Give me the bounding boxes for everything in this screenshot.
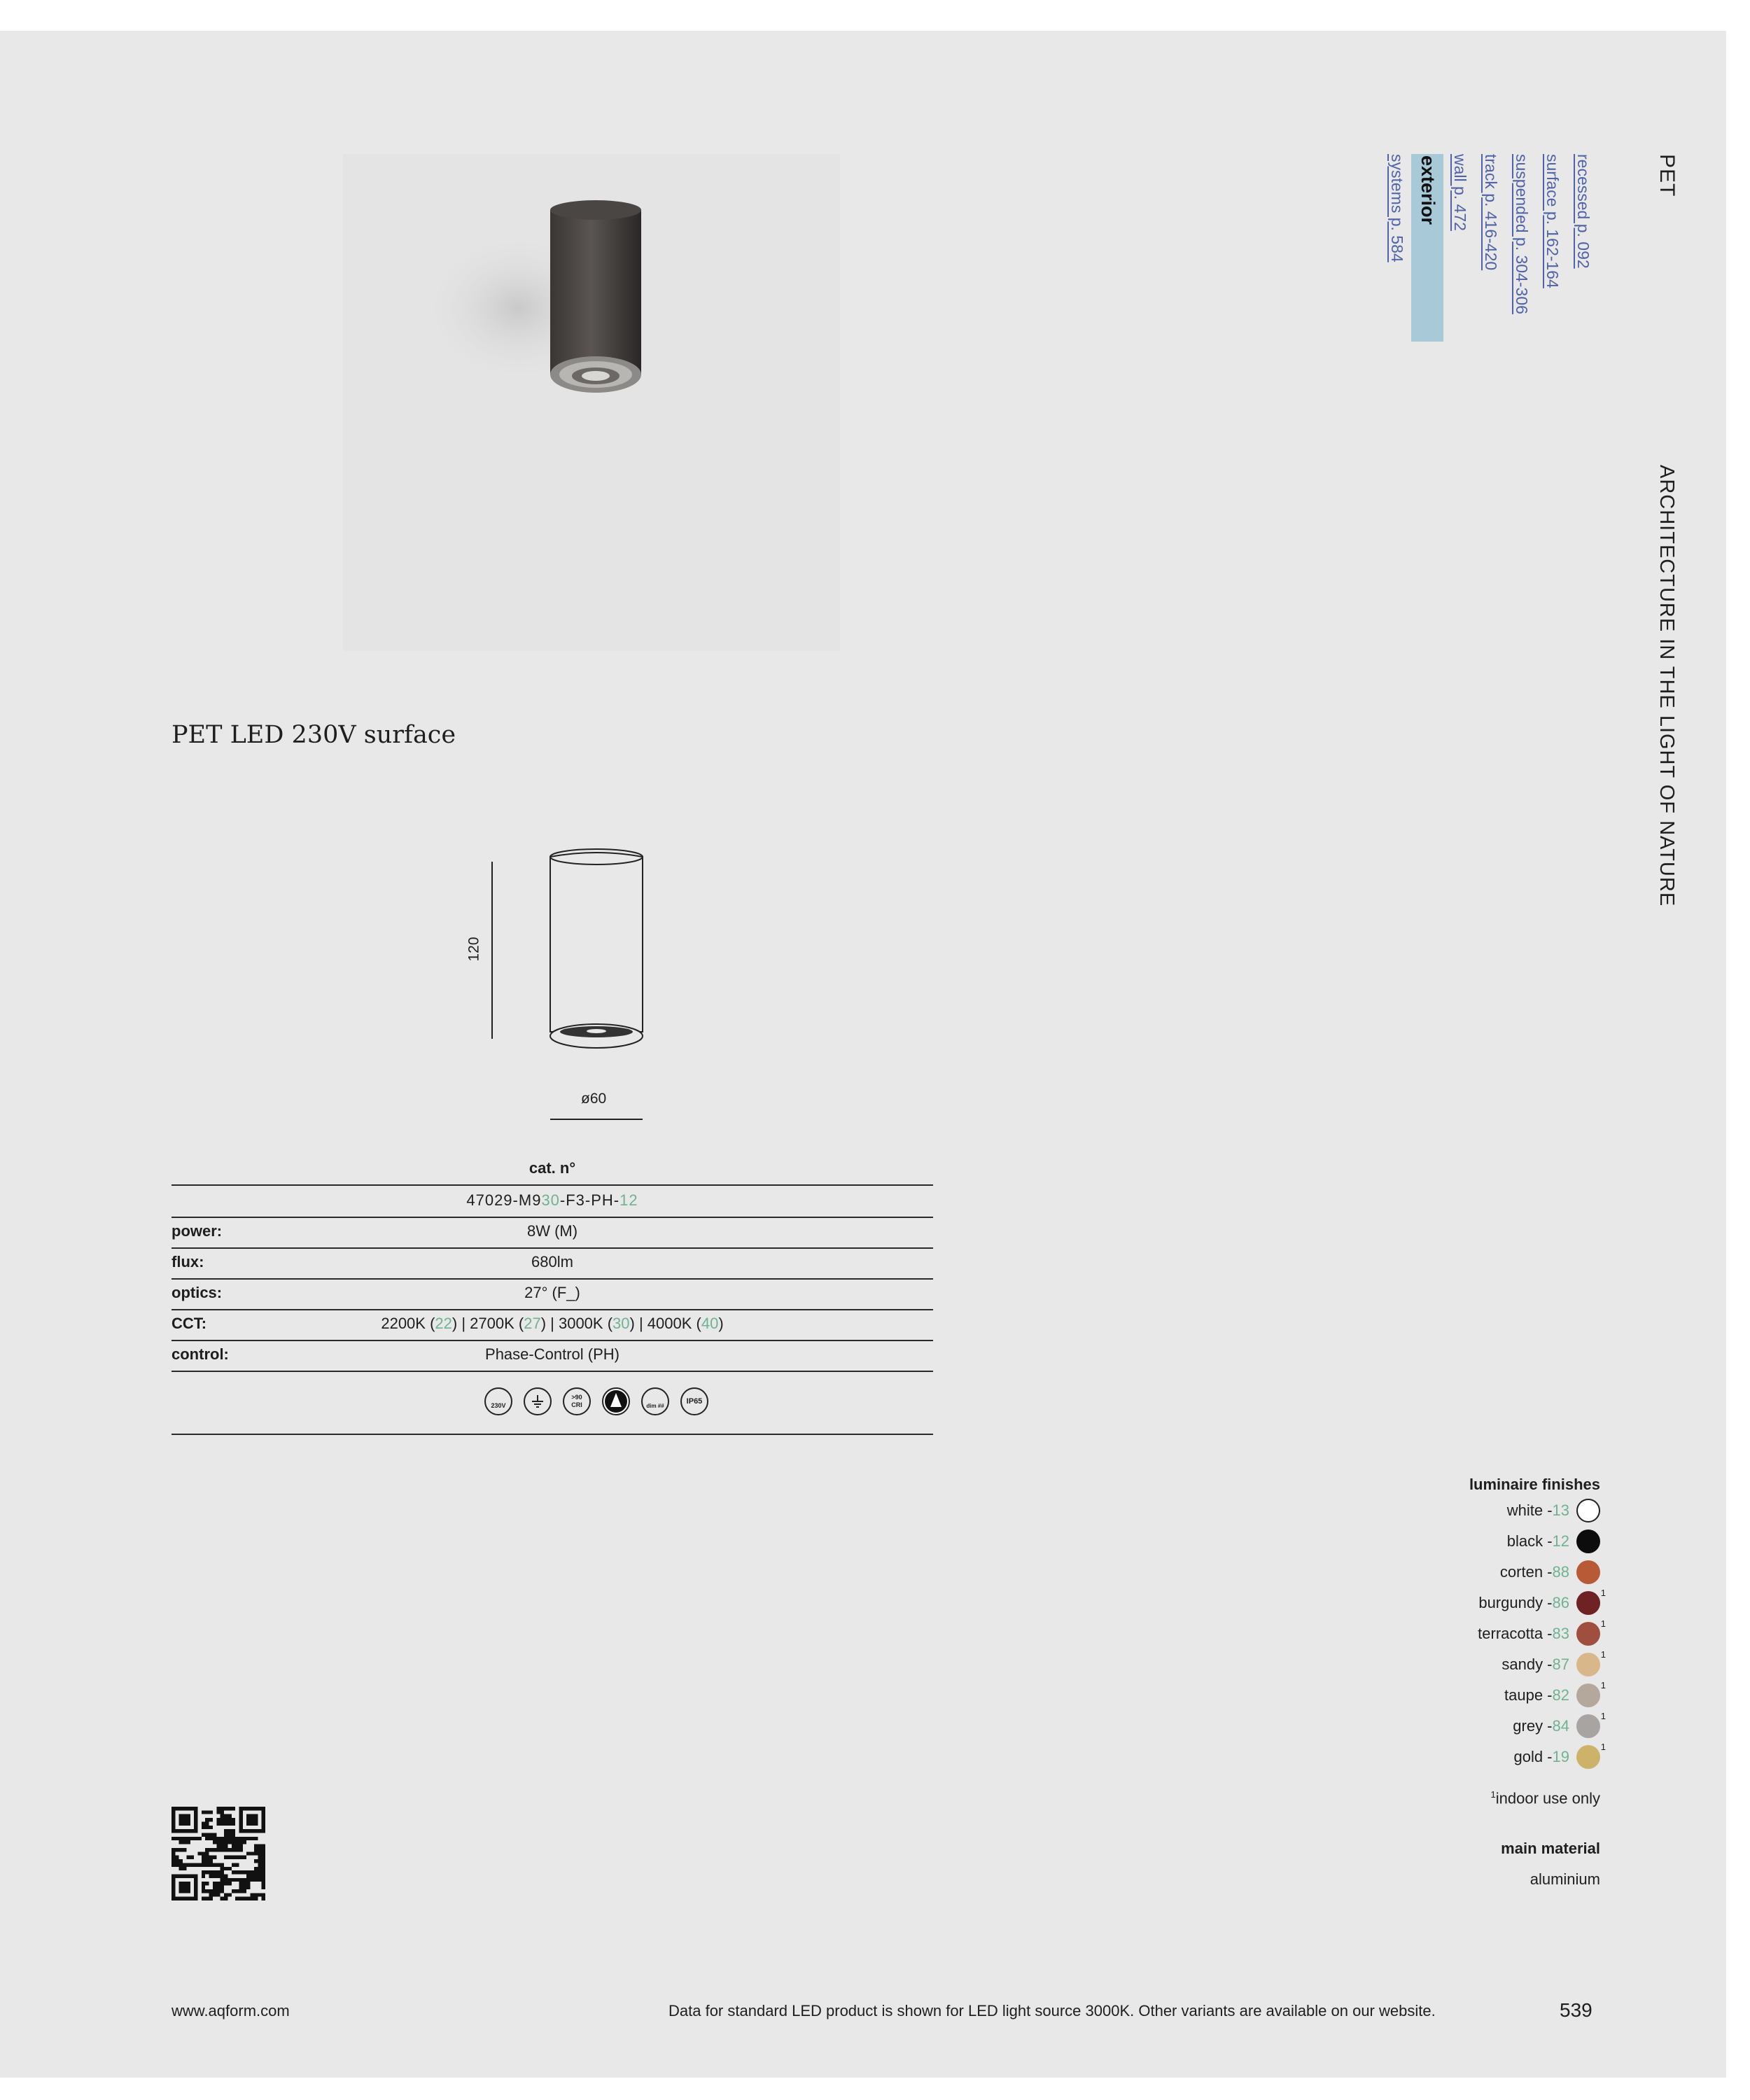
- nav-link-surface[interactable]: surface p. 162-164: [1544, 154, 1562, 288]
- main-material-value: aluminium: [1530, 1870, 1600, 1888]
- finish-terracotta: terracotta - 83 1: [1478, 1620, 1600, 1648]
- spec-row-cct: [172, 1309, 933, 1341]
- swatch-gold: [1576, 1745, 1600, 1769]
- swatch-sandy: [1576, 1653, 1600, 1676]
- catalog-number-row: [172, 1186, 933, 1218]
- nav-link-suspended[interactable]: suspended p. 304-306: [1513, 154, 1531, 314]
- swatch-white: [1576, 1499, 1600, 1522]
- finish-corten: corten - 88: [1500, 1558, 1600, 1586]
- finish-gold: gold - 19 1: [1513, 1743, 1600, 1771]
- catalog-number: 47029-M930-F3-PH-12: [466, 1191, 638, 1209]
- spec-label: flux:: [172, 1253, 204, 1270]
- nav-link-systems[interactable]: systems p. 584: [1388, 154, 1406, 262]
- nav-link-wall[interactable]: wall p. 472: [1451, 154, 1469, 231]
- main-material-title: main material: [1501, 1840, 1600, 1857]
- swatch-grey: [1576, 1714, 1600, 1738]
- swatch-black: [1576, 1530, 1600, 1553]
- nav-link-track[interactable]: track p. 416-420: [1482, 154, 1500, 271]
- height-dimension-label: 120: [465, 937, 482, 962]
- voltage-230v-icon: 230V: [484, 1387, 512, 1415]
- finish-white: white - 13: [1507, 1497, 1600, 1525]
- rotation-icon: [602, 1387, 630, 1415]
- finish-taupe: taupe - 82 1: [1504, 1681, 1600, 1709]
- page: [0, 31, 1726, 2078]
- diameter-dimension-label: ø60: [581, 1091, 607, 1107]
- spec-value: 27° (F_): [524, 1284, 580, 1301]
- earth-class-icon: [524, 1387, 552, 1415]
- dimmable-icon: dim ##: [641, 1387, 669, 1415]
- spec-row-power: [172, 1217, 933, 1249]
- technical-drawing: [448, 815, 672, 1130]
- nav-link-recessed[interactable]: recessed p. 092: [1574, 154, 1592, 269]
- series-name: PET: [1656, 154, 1679, 197]
- finishes-footnote: $^1$indoor use only: [1490, 1789, 1600, 1807]
- swatch-corten: [1576, 1560, 1600, 1584]
- product-title: PET LED 230V surface: [172, 721, 456, 749]
- spec-row-flux: [172, 1247, 933, 1280]
- spec-label: power:: [172, 1222, 223, 1240]
- spec-table-header: cat. n°: [528, 1159, 576, 1177]
- footer-note: Data for standard LED product is shown for LED light source 3000K. Other variants are available on our website.: [668, 2002, 1436, 2019]
- swatch-burgundy: [1576, 1591, 1600, 1615]
- finish-burgundy: burgundy - 86 1: [1478, 1589, 1600, 1617]
- spec-value-cct: 2200K (22) | 2700K (27) | 3000K (30) | 4000K (40): [381, 1315, 724, 1332]
- finishes-title: luminaire finishes: [1469, 1476, 1600, 1493]
- spec-label: control:: [172, 1345, 229, 1363]
- spec-row-control: [172, 1340, 933, 1372]
- spec-table-bottom-rule: [172, 1434, 933, 1435]
- swatch-taupe: [1576, 1684, 1600, 1707]
- swatch-terracotta: [1576, 1622, 1600, 1646]
- finish-grey: grey - 84 1: [1513, 1712, 1600, 1740]
- nav-item-exterior-active[interactable]: [1411, 154, 1443, 342]
- spec-label: CCT:: [172, 1315, 207, 1332]
- spec-row-optics: [172, 1278, 933, 1310]
- finishes-panel: [1330, 1476, 1606, 1952]
- spec-value: 8W (M): [526, 1222, 578, 1240]
- footer-url[interactable]: www.aqform.com: [172, 2002, 290, 2019]
- nav-item-exterior-label: exterior: [1418, 155, 1438, 225]
- spec-label: optics:: [172, 1284, 223, 1301]
- qr-code[interactable]: [172, 1807, 265, 1900]
- spec-value: 680lm: [531, 1253, 573, 1270]
- page-number: 539: [1560, 1999, 1592, 2021]
- finish-sandy: sandy - 87 1: [1502, 1651, 1600, 1679]
- cri-icon: >90 CRI: [563, 1387, 591, 1415]
- spec-icons: [484, 1387, 722, 1418]
- ip65-icon: IP65: [680, 1387, 708, 1415]
- spec-value: Phase-Control (PH): [485, 1345, 620, 1363]
- finish-black: black - 12: [1507, 1527, 1600, 1555]
- tagline: ARCHITECTURE IN THE LIGHT OF NATURE: [1656, 465, 1678, 907]
- product-photo: [343, 154, 840, 651]
